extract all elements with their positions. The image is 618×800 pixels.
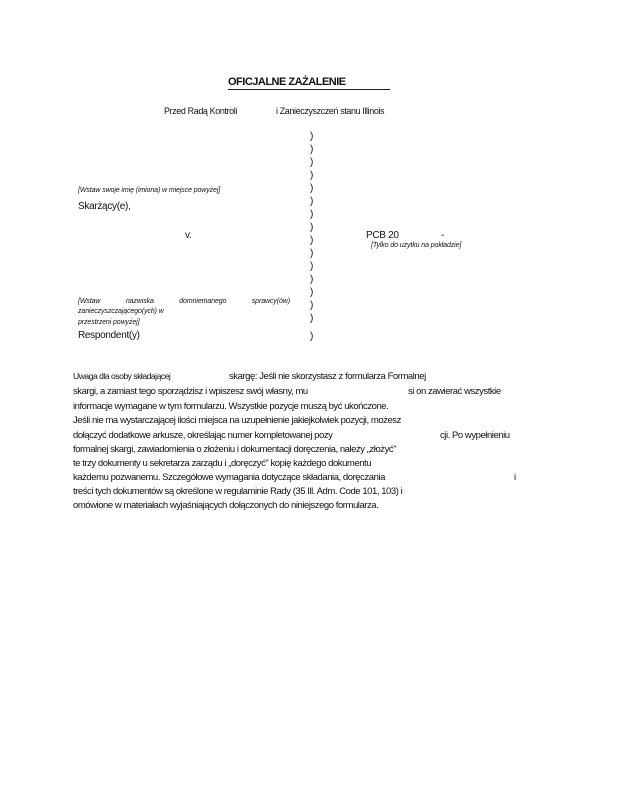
- notice-line-5b: cji. Po wypełnieniu: [440, 430, 510, 441]
- respondent-instruction-line1: [78, 298, 290, 305]
- notice-line-1a: Uwaga dla osoby składającej: [73, 371, 171, 381]
- notice-line-3: informacje wymagane w tym formularzu. Wszystkie pozycje muszą być ukończone.: [73, 401, 389, 412]
- versus: v.: [185, 230, 192, 241]
- paren: ): [310, 331, 314, 342]
- board-line-left: Przed Radą Kontroli: [164, 106, 237, 116]
- paren: ): [310, 222, 314, 233]
- paren: ): [310, 209, 314, 220]
- respondent-instruction-word: nazwiska: [125, 298, 154, 305]
- respondent-instruction-line3: przestrzeni powyżej]: [78, 319, 140, 326]
- complainant-label: Skarżący(e),: [78, 201, 131, 212]
- case-number-dash: -: [441, 230, 445, 241]
- notice-line-6: formalnej skargi, zawiadomienia o złożeniu i dokumentacji doręczenia, należy „złożyć": [73, 444, 397, 455]
- notice-line-2a: skargi, a zamiast tego sporządzisz i wpiszesz swój własny, mu: [73, 386, 308, 397]
- notice-line-9: treści tych dokumentów są określone w regulaminie Rady (35 Ill. Adm. Code 101, 103) i: [73, 486, 403, 497]
- paren: ): [310, 144, 314, 155]
- clerk-use-note: [Tylko do użytku na pokładzie]: [371, 242, 462, 249]
- respondent-instruction-line2: zanieczyszczającego(ych) w: [78, 308, 164, 315]
- notice-line-4: Jeśli nie ma wystarczającej ilości miejsca na uzupełnienie jakiejkolwiek pozycji, możesz: [73, 415, 401, 426]
- notice-line-5a: dołączyć dodatkowe arkusze, określając numer kompletowanej pozy: [73, 430, 333, 441]
- notice-line-7: te trzy dokumenty u sekretarza zarządu i „doręczyć" kopię każdego dokumentu: [73, 458, 372, 469]
- notice-line-10: omówione w materiałach wyjaśniających dołączonych do niniejszego formularza.: [73, 500, 379, 511]
- paren: ): [310, 170, 314, 181]
- paren: ): [310, 157, 314, 168]
- paren: ): [310, 235, 314, 246]
- notice-line-8a: każdemu pozwanemu. Szczegółowe wymagania dotyczące składania, doręczania: [73, 472, 385, 483]
- paren: ): [310, 183, 314, 194]
- complainant-instruction: [Wstaw swoje imię (imiona) w miejsce powyżej]: [78, 187, 221, 194]
- notice-line-8b: i: [514, 472, 516, 483]
- board-line-right: i Zanieczyszczeń stanu Illinois: [276, 106, 385, 116]
- paren: ): [310, 196, 314, 207]
- paren: ): [310, 261, 314, 272]
- respondent-instruction-word: sprawcy(ów): [251, 298, 290, 305]
- paren: ): [310, 248, 314, 259]
- paren: ): [310, 300, 314, 311]
- document-title: OFICJALNE ZAŻALENIE: [228, 76, 390, 90]
- respondent-instruction-word: [Wstaw: [78, 298, 101, 305]
- notice-line-2b: si on zawierać wszystkie: [408, 386, 501, 397]
- respondent-instruction-word: domniemanego: [179, 298, 227, 305]
- paren: ): [310, 287, 314, 298]
- paren: ): [310, 131, 314, 142]
- paren: ): [310, 313, 314, 324]
- notice-line-1b: skargę: Jeśli nie skorzystasz z formularza Formalnej: [229, 371, 426, 382]
- respondent-label: Respondent(y): [78, 330, 140, 341]
- paren: ): [310, 274, 314, 285]
- case-number-label: PCB 20: [366, 230, 399, 241]
